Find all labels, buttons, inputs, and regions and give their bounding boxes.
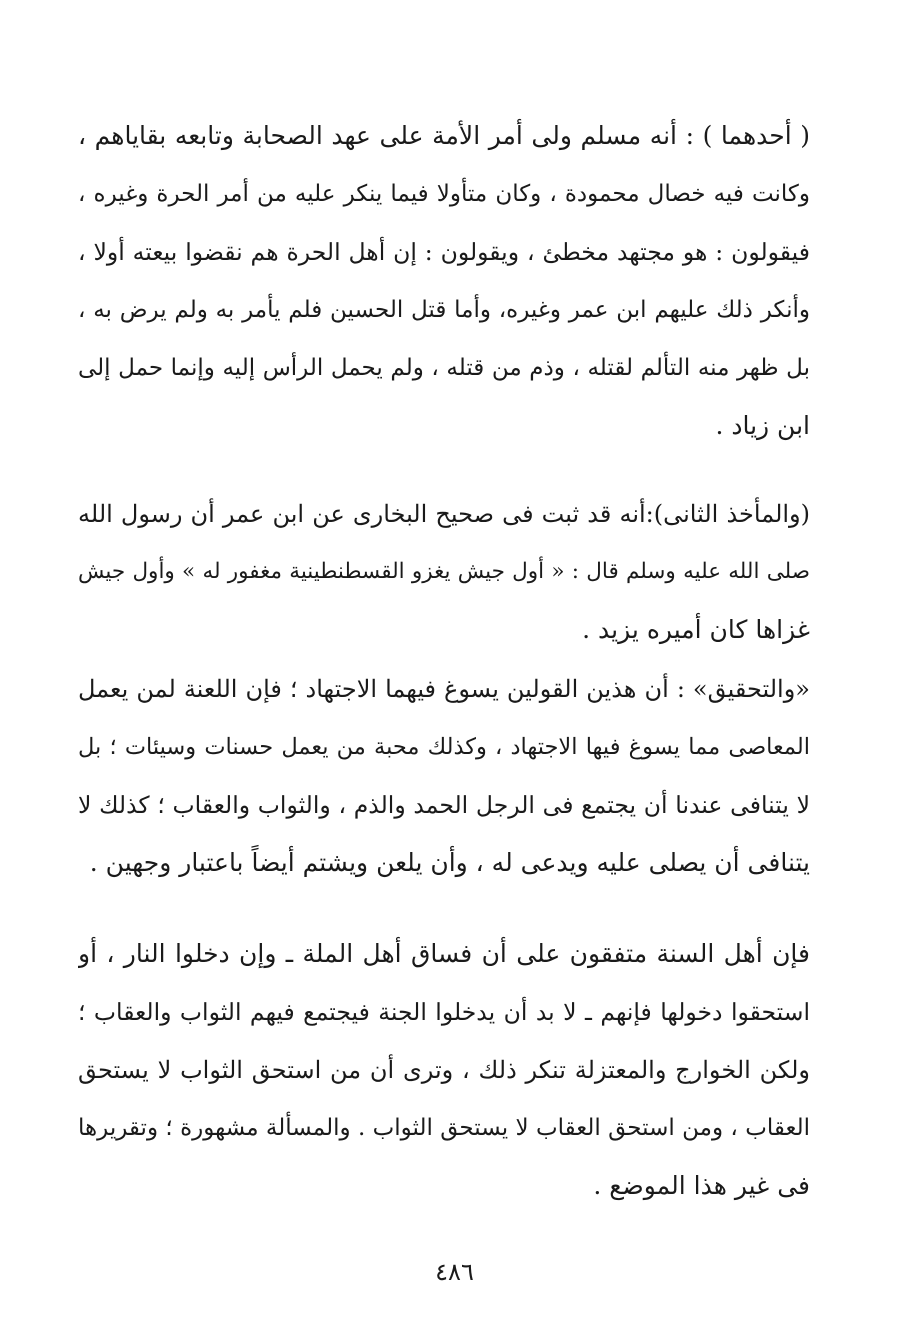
text-line: ( أحدهما ) : أنه مسلم ولى أمر الأمة على عهد الصحابة وتابعه بقاياهم ، xyxy=(78,121,810,150)
paragraph-first-argument xyxy=(78,107,810,455)
text-line: ولكن الخوارج والمعتزلة تنكر ذلك ، وترى أن من استحق الثواب لا يستحق xyxy=(78,1056,810,1084)
text-line: فإن أهل السنة متفقون على أن فساق أهل الملة ـ وإن دخلوا النار ، أو xyxy=(78,939,810,968)
text-line: العقاب ، ومن استحق العقاب لا يستحق الثواب . والمسألة مشهورة ؛ وتقريرها xyxy=(78,1115,810,1141)
text-line: بل ظهر منه التألم لقتله ، وذم من قتله ، ولم يحمل الرأس إليه وإنما حمل إلى xyxy=(78,355,810,381)
text-line: ابن زياد . xyxy=(715,411,810,440)
text-line: صلى الله عليه وسلم قال : « أول جيش يغزو القسطنطينية مغفور له » وأول جيش xyxy=(78,559,810,584)
text-line: فى غير هذا الموضع . xyxy=(593,1171,810,1200)
paragraph-second-argument xyxy=(78,485,810,659)
text-line: لا يتنافى عندنا أن يجتمع فى الرجل الحمد والذم ، والثواب والعقاب ؛ كذلك لا xyxy=(78,791,810,819)
paragraph-ahl-sunnah xyxy=(78,925,810,1215)
text-line: المعاصى مما يسوغ فيها الاجتهاد ، وكذلك محبة من يعمل حسنات وسيئات ؛ بل xyxy=(78,734,810,760)
text-line: فيقولون : هو مجتهد مخطئ ، ويقولون : إن أهل الحرة هم نقضوا بيعته أولا ، xyxy=(78,238,810,266)
text-line: (والمأخذ الثانى):أنه قد ثبت فى صحيح البخارى عن ابن عمر أن رسول الله xyxy=(78,500,810,528)
text-line: «والتحقيق» : أن هذين القولين يسوغ فيهما الاجتهاد ؛ فإن اللعنة لمن يعمل xyxy=(78,675,810,703)
text-line: غزاها كان أميره يزيد . xyxy=(582,615,810,644)
text-line: يتنافى أن يصلى عليه ويدعى له ، وأن يلعن ويشتم أيضاً باعتبار وجهين . xyxy=(89,848,810,877)
text-line: وكانت فيه خصال محمودة ، وكان متأولا فيما ينكر عليه من أمر الحرة وغيره ، xyxy=(78,181,810,207)
paragraph-verification xyxy=(78,660,810,892)
text-line: وأنكر ذلك عليهم ابن عمر وغيره، وأما قتل الحسين فلم يأمر به ولم يرض به ، xyxy=(78,297,810,323)
text-line: استحقوا دخولها فإنهم ـ لا بد أن يدخلوا الجنة فيجتمع فيهم الثواب والعقاب ؛ xyxy=(78,998,810,1026)
page-number: ٤٨٦ xyxy=(435,1258,474,1286)
